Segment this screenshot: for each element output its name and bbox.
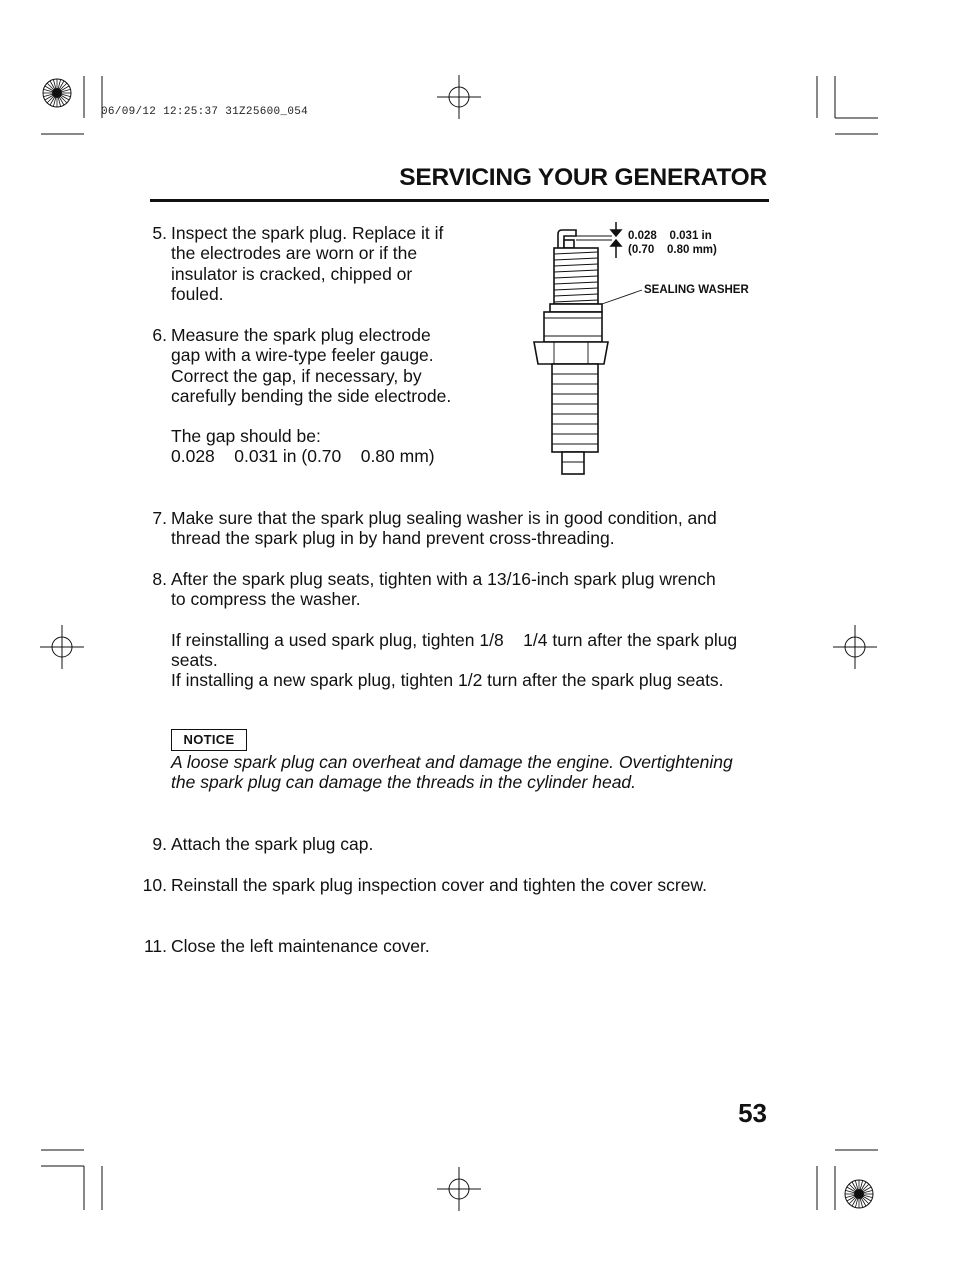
gap-spec-heading: The gap should be: <box>171 426 321 447</box>
notice-text: A loose spark plug can overheat and damage the engine. Overtightening the spark plug can damage the threads in the cylinder head. <box>171 752 733 793</box>
gap-label <box>628 230 717 257</box>
step-number: 10. <box>142 875 167 895</box>
gap-label-inch: 0.028 0.031 in <box>628 230 712 242</box>
step-number: 8. <box>152 569 167 589</box>
step-9 <box>152 834 761 854</box>
spark-plug-figure <box>520 222 770 482</box>
step-text: Measure the spark plug electrode gap with a wire-type feeler gauge. Correct the gap, if necessary, by carefully bending the side electrode. <box>171 325 452 406</box>
print-stamp: 06/09/12 12:25:37 31Z25600_054 <box>101 106 309 118</box>
step-number: 11. <box>143 936 167 956</box>
page-title: SERVICING YOUR GENERATOR <box>399 164 767 191</box>
notice-label: NOTICE <box>171 729 247 751</box>
new-plug-instruction: If installing a new spark plug, tighten 1/2 turn after the spark plug seats. <box>171 670 724 691</box>
step-11 <box>143 936 761 956</box>
sealing-washer-label: SEALING WASHER <box>644 284 749 296</box>
step-text: Attach the spark plug cap. <box>171 834 374 854</box>
step-8 <box>152 569 767 691</box>
step-number: 6. <box>152 325 167 345</box>
step-text: Close the left maintenance cover. <box>171 936 430 956</box>
registration-starburst-icon <box>43 79 71 107</box>
gap-label-mm: (0.70 0.80 mm) <box>628 243 717 256</box>
step-number: 9. <box>152 834 167 854</box>
step-number: 7. <box>152 508 167 528</box>
arrow-down-icon <box>611 222 621 236</box>
gap-spec-value: 0.028 0.031 in (0.70 0.80 mm) <box>171 446 435 467</box>
step-text: After the spark plug seats, tighten with a 13/16-inch spark plug wrench to compress the washer. <box>171 569 716 610</box>
step-5 <box>152 223 461 304</box>
arrow-up-icon <box>611 240 621 258</box>
step-text: Inspect the spark plug. Replace it if the electrodes are worn or if the insulator is cracked, chipped or fouled. <box>171 223 444 304</box>
step-number: 5. <box>152 223 167 243</box>
used-plug-instruction: If reinstalling a used spark plug, tighten 1/8 1/4 turn after the spark plug seats. <box>171 629 743 670</box>
step-text: Make sure that the spark plug sealing washer is in good condition, and thread the spark plug in by hand prevent cross-threading. <box>171 508 717 549</box>
page-number: 53 <box>738 1098 767 1128</box>
step-10 <box>142 875 751 895</box>
step-6 <box>152 325 461 467</box>
header-rule <box>150 199 769 202</box>
step-7 <box>152 508 761 549</box>
step-text: Reinstall the spark plug inspection cover and tighten the cover screw. <box>171 875 707 895</box>
registration-starburst-icon <box>845 1180 873 1208</box>
